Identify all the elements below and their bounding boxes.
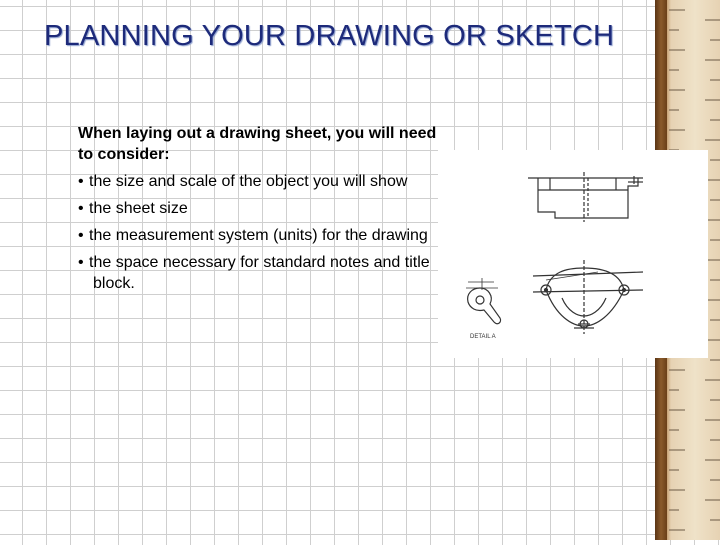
bullet-text: the space necessary for standard notes and title block. [89, 254, 430, 292]
bullet-icon: • [78, 200, 84, 217]
intro-text: When laying out a drawing sheet, you will need to consider: [78, 125, 437, 163]
bullet-icon: • [78, 227, 84, 244]
technical-drawing [438, 150, 708, 358]
bullet-item [78, 252, 448, 294]
bullet-item [78, 198, 448, 219]
bullet-item [78, 171, 448, 192]
bullet-text: the size and scale of the object you will show [89, 173, 408, 190]
bullet-text: the measurement system (units) for the drawing [89, 227, 428, 244]
detail-label: DETAIL A [470, 334, 496, 340]
bullet-text: the sheet size [89, 200, 188, 217]
slide-body [78, 123, 448, 300]
bullet-icon: • [78, 254, 84, 271]
slide-title: PLANNING YOUR DRAWING OR SKETCH [44, 20, 615, 52]
bullet-item [78, 225, 448, 246]
bullet-icon: • [78, 173, 84, 190]
technical-drawing-figure [438, 150, 708, 358]
